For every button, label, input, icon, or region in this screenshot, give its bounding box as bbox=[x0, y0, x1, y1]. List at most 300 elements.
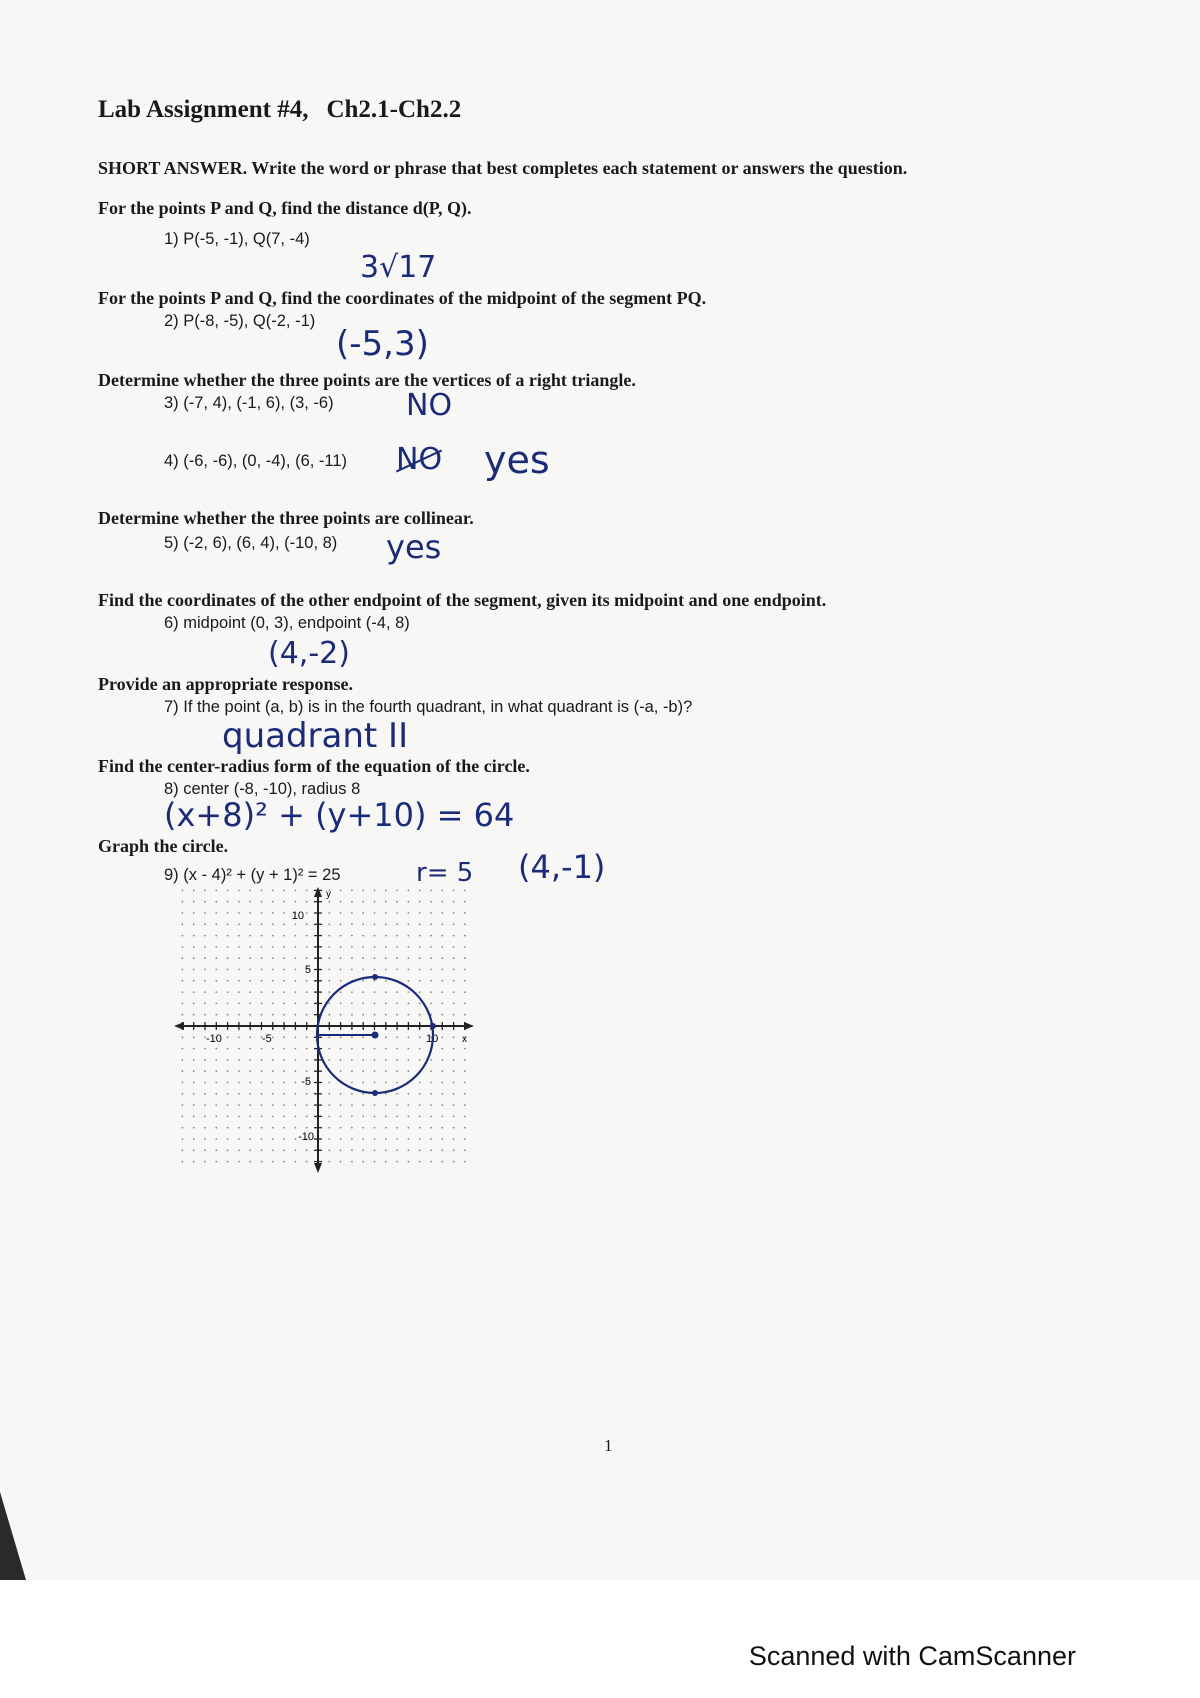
grid-dot bbox=[453, 935, 455, 937]
grid-dot bbox=[430, 1127, 432, 1129]
grid-dot bbox=[340, 1036, 342, 1038]
grid-dot bbox=[328, 1116, 330, 1118]
grid-dot bbox=[295, 1059, 297, 1061]
grid-dot bbox=[396, 1149, 398, 1151]
grid-dot bbox=[182, 946, 184, 948]
title-text: Lab Assignment #4, bbox=[98, 96, 309, 123]
grid-dot bbox=[441, 1003, 443, 1005]
grid-dot bbox=[362, 1161, 364, 1163]
grid-dot bbox=[261, 1014, 263, 1016]
grid-dot bbox=[340, 935, 342, 937]
crossed-out-no: NO bbox=[396, 442, 443, 477]
grid-dot bbox=[272, 969, 274, 971]
grid-dot bbox=[295, 1070, 297, 1072]
grid-dot bbox=[238, 1003, 240, 1005]
grid-dot bbox=[419, 1127, 421, 1129]
circle-eq-heading: Find the center-radius form of the equation of the circle. bbox=[98, 756, 530, 776]
grid-dot bbox=[215, 980, 217, 982]
grid-dot bbox=[430, 1059, 432, 1061]
grid-dot bbox=[261, 912, 263, 914]
grid-dot bbox=[272, 980, 274, 982]
grid-dot bbox=[419, 923, 421, 925]
grid-dot bbox=[362, 935, 364, 937]
grid-dot bbox=[453, 1003, 455, 1005]
grid-dot bbox=[249, 991, 251, 993]
grid-dot bbox=[193, 1036, 195, 1038]
grid-dot bbox=[215, 957, 217, 959]
grid-dot bbox=[193, 1138, 195, 1140]
grid-dot bbox=[374, 1127, 376, 1129]
grid-dot bbox=[261, 1104, 263, 1106]
grid-dot bbox=[306, 980, 308, 982]
grid-dot bbox=[306, 991, 308, 993]
grid-dot bbox=[249, 1036, 251, 1038]
grid-dot bbox=[295, 1138, 297, 1140]
grid-dot bbox=[306, 923, 308, 925]
grid-dot bbox=[249, 935, 251, 937]
grid-dot bbox=[441, 1161, 443, 1163]
problem-3: 3) (-7, 4), (-1, 6), (3, -6) bbox=[164, 394, 334, 412]
grid-dot bbox=[374, 1161, 376, 1163]
grid-dot bbox=[453, 890, 455, 892]
grid-dot bbox=[396, 1014, 398, 1016]
grid-dot bbox=[385, 1059, 387, 1061]
grid-dot bbox=[464, 946, 466, 948]
grid-dot bbox=[385, 1070, 387, 1072]
grid-dot bbox=[453, 1093, 455, 1095]
grid-dot bbox=[340, 969, 342, 971]
grid-dot bbox=[272, 1138, 274, 1140]
grid-dot bbox=[396, 991, 398, 993]
grid-dot bbox=[295, 1036, 297, 1038]
grid-dot bbox=[238, 1036, 240, 1038]
grid-dot bbox=[453, 1104, 455, 1106]
grid-dot bbox=[328, 1059, 330, 1061]
grid-dot bbox=[453, 957, 455, 959]
grid-dot bbox=[430, 1116, 432, 1118]
grid-dot bbox=[204, 1014, 206, 1016]
grid-dot bbox=[261, 1059, 263, 1061]
grid-dot bbox=[408, 1093, 410, 1095]
grid-dot bbox=[193, 980, 195, 982]
grid-dot bbox=[385, 1149, 387, 1151]
grid-dot bbox=[374, 1003, 376, 1005]
grid-dot bbox=[419, 991, 421, 993]
grid-dot bbox=[283, 1003, 285, 1005]
grid-dot bbox=[385, 901, 387, 903]
grid-dot bbox=[227, 1104, 229, 1106]
grid-dot bbox=[362, 1082, 364, 1084]
instructions-label: SHORT ANSWER. bbox=[98, 158, 248, 178]
grid-dot bbox=[441, 890, 443, 892]
grid-dot bbox=[396, 1036, 398, 1038]
grid-dot bbox=[441, 1070, 443, 1072]
collinear-heading: Determine whether the three points are collinear. bbox=[98, 508, 474, 528]
grid-dot bbox=[419, 1082, 421, 1084]
grid-dot bbox=[283, 969, 285, 971]
grid-dot bbox=[261, 1149, 263, 1151]
grid-dot bbox=[249, 1082, 251, 1084]
grid-dot bbox=[340, 946, 342, 948]
grid-dot bbox=[396, 1138, 398, 1140]
grid-dot bbox=[396, 901, 398, 903]
grid-dot bbox=[328, 1104, 330, 1106]
grid-dot bbox=[261, 923, 263, 925]
grid-dot bbox=[306, 1127, 308, 1129]
grid-dot bbox=[182, 1082, 184, 1084]
grid-dot bbox=[419, 946, 421, 948]
grid-dot bbox=[385, 1161, 387, 1163]
grid-dot bbox=[306, 912, 308, 914]
grid-dot bbox=[215, 1127, 217, 1129]
answer-7: quadrant II bbox=[222, 716, 409, 756]
problem-2: 2) P(-8, -5), Q(-2, -1) bbox=[164, 312, 316, 330]
grid-dot bbox=[249, 946, 251, 948]
grid-dot bbox=[283, 1036, 285, 1038]
grid-dot bbox=[362, 946, 364, 948]
grid-dot bbox=[408, 1070, 410, 1072]
grid-dot bbox=[408, 935, 410, 937]
grid-dot bbox=[340, 912, 342, 914]
grid-dot bbox=[295, 991, 297, 993]
grid-dot bbox=[272, 1161, 274, 1163]
grid-dot bbox=[215, 1104, 217, 1106]
grid-dot bbox=[362, 912, 364, 914]
grid-dot bbox=[430, 1161, 432, 1163]
grid-dot bbox=[306, 1116, 308, 1118]
grid-dot bbox=[215, 1048, 217, 1050]
grid-dot bbox=[441, 1048, 443, 1050]
grid-dot bbox=[362, 1149, 364, 1151]
grid-dot bbox=[182, 935, 184, 937]
grid-dot bbox=[385, 1138, 387, 1140]
grid-dot bbox=[295, 1127, 297, 1129]
grid-dot bbox=[385, 1116, 387, 1118]
grid-dot bbox=[238, 946, 240, 948]
grid-dot bbox=[430, 957, 432, 959]
grid-dot bbox=[419, 969, 421, 971]
grid-dot bbox=[464, 1093, 466, 1095]
grid-dot bbox=[283, 1104, 285, 1106]
grid-dot bbox=[204, 912, 206, 914]
grid-dot bbox=[453, 1036, 455, 1038]
grid-dot bbox=[272, 1014, 274, 1016]
grid-dot bbox=[396, 969, 398, 971]
grid-dot bbox=[362, 901, 364, 903]
grid-dot bbox=[182, 1138, 184, 1140]
grid-dot bbox=[464, 1048, 466, 1050]
tick-label-y-neg10: -10 bbox=[298, 1131, 314, 1143]
grid-dot bbox=[374, 969, 376, 971]
grid-dot bbox=[396, 957, 398, 959]
grid-dot bbox=[408, 1014, 410, 1016]
grid-dot bbox=[351, 1138, 353, 1140]
grid-dot bbox=[204, 1059, 206, 1061]
grid-dot bbox=[261, 935, 263, 937]
grid-dot bbox=[272, 890, 274, 892]
grid-dot bbox=[340, 1059, 342, 1061]
grid-dot bbox=[453, 1048, 455, 1050]
grid-dot bbox=[238, 980, 240, 982]
grid-dot bbox=[193, 1116, 195, 1118]
grid-dot bbox=[441, 1014, 443, 1016]
grid-dot bbox=[464, 1059, 466, 1061]
grid-dot bbox=[193, 1059, 195, 1061]
grid-dot bbox=[215, 969, 217, 971]
grid-dot bbox=[182, 1070, 184, 1072]
grid-dot bbox=[204, 1003, 206, 1005]
grid-dot bbox=[204, 890, 206, 892]
grid-dot bbox=[340, 957, 342, 959]
grid-dot bbox=[385, 946, 387, 948]
grid-dot bbox=[362, 1014, 364, 1016]
grid-dot bbox=[204, 923, 206, 925]
grid-dot bbox=[464, 1161, 466, 1163]
grid-dot bbox=[351, 1070, 353, 1072]
grid-dot bbox=[464, 890, 466, 892]
grid-dot bbox=[193, 901, 195, 903]
grid-dot bbox=[374, 1070, 376, 1072]
grid-dot bbox=[193, 1104, 195, 1106]
grid-dot bbox=[193, 969, 195, 971]
grid-dot bbox=[215, 1003, 217, 1005]
grid-dot bbox=[351, 901, 353, 903]
grid-dot bbox=[464, 901, 466, 903]
grid-dot bbox=[272, 957, 274, 959]
grid-dot bbox=[295, 923, 297, 925]
grid-dot bbox=[193, 1048, 195, 1050]
grid-dot bbox=[261, 980, 263, 982]
grid-dot bbox=[441, 1138, 443, 1140]
grid-dot bbox=[396, 1127, 398, 1129]
grid-dot bbox=[351, 991, 353, 993]
grid-dot bbox=[340, 901, 342, 903]
grid-dot bbox=[227, 1014, 229, 1016]
grid-dot bbox=[419, 901, 421, 903]
grid-dot bbox=[193, 1149, 195, 1151]
grid-dot bbox=[227, 1003, 229, 1005]
grid-dot bbox=[204, 957, 206, 959]
grid-dot bbox=[351, 1093, 353, 1095]
distance-heading: For the points P and Q, find the distance d(P, Q). bbox=[98, 198, 472, 218]
grid-dot bbox=[283, 935, 285, 937]
grid-dot bbox=[340, 890, 342, 892]
grid-dot bbox=[419, 1014, 421, 1016]
grid-dot bbox=[182, 1036, 184, 1038]
grid-dot bbox=[295, 935, 297, 937]
grid-dot bbox=[227, 957, 229, 959]
grid-dot bbox=[351, 1127, 353, 1129]
grid-dot bbox=[453, 991, 455, 993]
instructions-text: Write the word or phrase that best completes each statement or answers the question. bbox=[251, 158, 908, 178]
grid-dot bbox=[295, 1048, 297, 1050]
grid-dot bbox=[261, 1070, 263, 1072]
grid-dot bbox=[193, 890, 195, 892]
grid-dot bbox=[408, 1048, 410, 1050]
grid-dot bbox=[182, 980, 184, 982]
grid-dot bbox=[328, 1082, 330, 1084]
grid-dot bbox=[385, 1127, 387, 1129]
grid-dot bbox=[328, 1036, 330, 1038]
grid-dot bbox=[249, 1003, 251, 1005]
grid-dot bbox=[204, 969, 206, 971]
grid-dot bbox=[396, 1070, 398, 1072]
grid-dot bbox=[227, 1048, 229, 1050]
circle-graph bbox=[170, 885, 480, 1175]
grid-dot bbox=[441, 1149, 443, 1151]
grid-dot bbox=[351, 1048, 353, 1050]
grid-dot bbox=[362, 969, 364, 971]
grid-dot bbox=[441, 1104, 443, 1106]
grid-dot bbox=[419, 912, 421, 914]
grid-dot bbox=[408, 1036, 410, 1038]
grid-dot bbox=[453, 946, 455, 948]
response-heading: Provide an appropriate response. bbox=[98, 674, 354, 694]
grid-dot bbox=[408, 1059, 410, 1061]
answer-4-crossed bbox=[396, 442, 442, 477]
grid-dot bbox=[351, 1116, 353, 1118]
grid-dot bbox=[464, 1014, 466, 1016]
grid-dot bbox=[374, 1116, 376, 1118]
grid-dot bbox=[453, 1138, 455, 1140]
grid-dot bbox=[238, 991, 240, 993]
grid-dot bbox=[328, 901, 330, 903]
grid-dot bbox=[261, 969, 263, 971]
grid-dot bbox=[182, 890, 184, 892]
grid-dot bbox=[182, 1048, 184, 1050]
grid-dot bbox=[283, 1138, 285, 1140]
grid-dot bbox=[227, 1070, 229, 1072]
grid-dot bbox=[238, 923, 240, 925]
grid-dot bbox=[464, 969, 466, 971]
grid-dot bbox=[340, 1003, 342, 1005]
grid-dot bbox=[249, 1059, 251, 1061]
grid-dot bbox=[351, 1003, 353, 1005]
grid-dot bbox=[238, 890, 240, 892]
grid-dot bbox=[374, 912, 376, 914]
tick-label-x-neg10: -10 bbox=[206, 1033, 222, 1045]
grid-dot bbox=[227, 980, 229, 982]
grid-dot bbox=[430, 1082, 432, 1084]
grid-dot bbox=[396, 1059, 398, 1061]
grid-dot bbox=[283, 980, 285, 982]
grid-dot bbox=[396, 1116, 398, 1118]
grid-dot bbox=[227, 991, 229, 993]
grid-dot bbox=[408, 969, 410, 971]
grid-dot bbox=[261, 890, 263, 892]
grid-dot bbox=[227, 935, 229, 937]
page-title bbox=[98, 96, 461, 124]
grid-dot bbox=[261, 1003, 263, 1005]
grid-dot bbox=[441, 969, 443, 971]
grid-dot bbox=[464, 935, 466, 937]
grid-dot bbox=[441, 935, 443, 937]
grid-dot bbox=[408, 1003, 410, 1005]
grid-dot bbox=[385, 1048, 387, 1050]
grid-dot bbox=[328, 969, 330, 971]
grid-dot bbox=[193, 912, 195, 914]
grid-dot bbox=[464, 1003, 466, 1005]
grid-dot bbox=[261, 1093, 263, 1095]
answer-1: 3√17 bbox=[360, 250, 437, 285]
grid-dot bbox=[362, 980, 364, 982]
grid-dot bbox=[351, 946, 353, 948]
grid-dot bbox=[453, 980, 455, 982]
grid-dot bbox=[419, 1149, 421, 1151]
grid-dot bbox=[272, 1093, 274, 1095]
tick-label-x-neg5: -5 bbox=[262, 1033, 272, 1045]
grid-dot bbox=[283, 923, 285, 925]
grid-dot bbox=[295, 969, 297, 971]
grid-dot bbox=[283, 1082, 285, 1084]
grid-dot bbox=[328, 1138, 330, 1140]
grid-dot bbox=[193, 1014, 195, 1016]
grid-dot bbox=[204, 1161, 206, 1163]
grid-dot bbox=[351, 1036, 353, 1038]
grid-dot bbox=[238, 1116, 240, 1118]
grid-dot bbox=[227, 1127, 229, 1129]
right-point bbox=[430, 1023, 436, 1029]
grid-dot bbox=[362, 1059, 364, 1061]
grid-dot bbox=[351, 1149, 353, 1151]
grid-dot bbox=[283, 901, 285, 903]
problem-7: 7) If the point (a, b) is in the fourth quadrant, in what quadrant is (-a, -b)? bbox=[164, 698, 693, 716]
grid-dot bbox=[261, 946, 263, 948]
grid-dot bbox=[193, 1082, 195, 1084]
grid-dot bbox=[453, 1149, 455, 1151]
grid-dot bbox=[385, 969, 387, 971]
grid-dot bbox=[272, 1003, 274, 1005]
bottom-point bbox=[372, 1090, 378, 1096]
grid-dot bbox=[182, 1149, 184, 1151]
grid-dot bbox=[396, 1048, 398, 1050]
grid-dot bbox=[182, 991, 184, 993]
grid-dot bbox=[374, 1048, 376, 1050]
grid-dot bbox=[193, 1093, 195, 1095]
grid-dot bbox=[340, 1138, 342, 1140]
grid-dot bbox=[453, 1059, 455, 1061]
problem-4: 4) (-6, -6), (0, -4), (6, -11) bbox=[164, 452, 348, 470]
grid-dot bbox=[453, 1161, 455, 1163]
grid-dot bbox=[295, 890, 297, 892]
scan-shadow-corner bbox=[0, 1492, 26, 1580]
grid-dot bbox=[182, 1014, 184, 1016]
grid-dot bbox=[272, 1127, 274, 1129]
center-point bbox=[372, 1032, 379, 1039]
tick-label-y-neg5: -5 bbox=[301, 1076, 311, 1088]
grid-dot bbox=[340, 980, 342, 982]
grid-dot bbox=[306, 1059, 308, 1061]
grid-dot bbox=[249, 957, 251, 959]
grid-dot bbox=[238, 1014, 240, 1016]
grid-dot bbox=[261, 1138, 263, 1140]
grid-dot bbox=[182, 923, 184, 925]
grid-dot bbox=[362, 1138, 364, 1140]
grid-dot bbox=[193, 1161, 195, 1163]
problem-6: 6) midpoint (0, 3), endpoint (-4, 8) bbox=[164, 614, 410, 632]
grid-dot bbox=[249, 1070, 251, 1072]
grid-dot bbox=[453, 1070, 455, 1072]
grid-dot bbox=[182, 1059, 184, 1061]
grid-dot bbox=[215, 991, 217, 993]
grid-dot bbox=[261, 957, 263, 959]
grid-dot bbox=[249, 912, 251, 914]
grid-dot bbox=[408, 957, 410, 959]
grid-dot bbox=[441, 991, 443, 993]
y-axis-up-arrow bbox=[314, 887, 322, 897]
grid-dot bbox=[385, 890, 387, 892]
grid-dot bbox=[295, 1093, 297, 1095]
